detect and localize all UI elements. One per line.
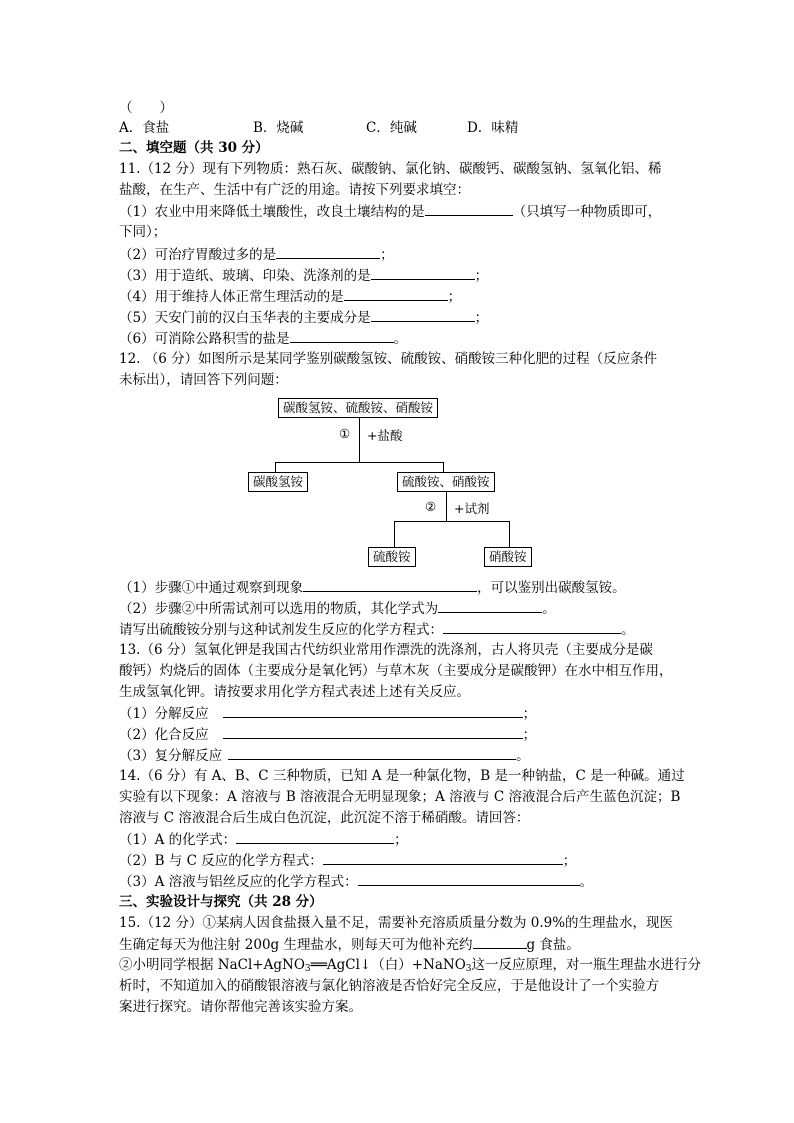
q14-answer-1: （1）A 的化学式： ； [119,829,408,850]
q11-item-2: （2）可治疗胃酸过多的是 ； [119,244,394,265]
q15-stem-4: 析时，不知道加入的硝酸银溶液与氯化钠溶液是否恰好完全反应，于是他设计了一个实验方 [119,978,659,994]
q15-blank-1[interactable] [473,934,527,949]
q12-blank-1[interactable] [303,577,477,592]
q11-item-3: （3）用于造纸、玻璃、印染、洗涤剂的是 ； [119,265,488,286]
q11-item-6: （6）可消除公路积雪的盐是 。 [119,328,407,349]
q11-stem-2: 盐酸，在生产、生活中有广泛的用途。请按下列要求填空： [119,182,470,198]
q11-blank-6[interactable] [290,328,394,343]
q13-answer-1: （1）分解反应 ； [119,703,536,724]
q11-item-4: （4）用于维持人体正常生理活动的是 ； [119,286,461,307]
q11-blank-1[interactable] [425,201,513,216]
q13-stem-1: 13.（6 分）氢氧化钾是我国古代纺织业常用作漂洗的洗涤剂，古人将贝壳（主要成分是碳 [119,642,653,658]
box-left: 碳酸氢铵 [248,472,308,492]
connector-bottom-left-drop [394,521,395,548]
q10-option-c: C．纯碱 [366,120,417,136]
q10-option-b: B．烧碱 [253,120,304,136]
q15-stem-2: 生确定每天为他注射 200g 生理盐水，则每天可为他补充约 g 食盐。 [119,934,580,955]
box-bottom-right: 硝酸铵 [484,547,532,567]
q14-answer-2: （2）B 与 C 反应的化学方程式： ； [119,850,576,871]
connector-bottom-right-drop [509,521,510,548]
q14-stem-3: 溶液与 C 溶液混合后生成白色沉淀，此沉淀不溶于稀硝酸。请回答： [119,810,530,826]
connector-horizontal-1 [275,462,444,463]
q12-blank-3[interactable] [443,619,621,634]
q14-stem-2: 实验有以下现象：A 溶液与 B 溶液混合无明显现象；A 溶液与 C 溶液混合后产生蓝色沉淀；B [119,789,681,805]
q11-item-1-cont: 下同）； [119,224,167,240]
q11-item-1: （1）农业中用来降低土壤酸性，改良土壤结构的是 （只填写一种物质即可， [119,201,661,222]
q11-blank-3[interactable] [371,265,475,280]
q12-answer-2: （2）步骤②中所需试剂可以选用的物质，其化学式为 。 [119,598,556,619]
q11-blank-5[interactable] [371,307,475,322]
step-2-label: +试剂 [454,501,490,516]
step-2-number: ② [425,499,437,514]
q11-item-5: （5）天安门前的汉白玉华表的主要成分是 ； [119,307,488,328]
connector-horizontal-2 [394,521,510,522]
q10-bracket: （ ） [119,100,173,116]
connector-vertical-2 [446,491,447,522]
section-3-title: 三、实验设计与探究（共 28 分） [119,894,323,910]
q12-answer-3: 请写出硫酸铵分别与这种试剂发生反应的化学方程式： 。 [119,619,635,640]
q14-blank-2[interactable] [323,850,563,865]
box-bottom-left: 硫酸铵 [368,547,416,567]
q11-blank-2[interactable] [276,244,380,259]
q12-blank-2[interactable] [438,598,542,613]
q14-blank-1[interactable] [236,829,394,844]
step-1-label: +盐酸 [367,428,403,443]
q11-blank-4[interactable] [344,286,448,301]
q14-answer-3: （3）A 溶液与铝丝反应的化学方程式： 。 [119,871,593,892]
q13-blank-1[interactable] [223,703,523,718]
box-top: 碳酸氢铵、硫酸铵、硝酸铵 [278,398,438,418]
box-mid: 硫酸铵、硝酸铵 [397,472,495,492]
q13-stem-2: 酸钙）灼烧后的固体（主要成分是氧化钙）与草木灰（主要成分是碳酸钾）在水中相互作用， [119,663,673,679]
q10-option-d: D．味精 [467,120,519,136]
q10-options [119,118,518,138]
q13-blank-2[interactable] [223,724,523,739]
connector-vertical-1 [359,417,360,463]
q13-answer-3: （3）复分解反应 。 [119,745,530,766]
q12-answer-1: （1）步骤①中通过观察到现象 ，可以鉴别出碳酸氢铵。 [119,577,626,598]
q14-blank-3[interactable] [358,871,580,886]
section-2-title: 二、填空题（共 30 分） [119,140,269,156]
q15-stem-1: 15.（12 分）①某病人因食盐摄入量不足，需要补充溶质质量分数为 0.9%的生理盐水，现医 [119,915,674,931]
q13-blank-3[interactable] [228,745,516,760]
q14-stem-1: 14.（6 分）有 A、B、C 三种物质，已知 A 是一种氯化物，B 是一种钠盐，C 是一种碱。通过 [119,768,685,784]
q15-stem-3: ②小明同学根据 NaCl+AgNO$_3$══AgCl↓（白）+NaNO$_3$这一反应原理，对一瓶生理盐水进行分 [119,957,702,974]
q12-stem-1: 12. （6 分）如图所示是某同学鉴别碳酸氢铵、硫酸铵、硝酸铵三种化肥的过程（反应条件 [119,351,658,367]
q12-stem-2: 未标出），请回答下列问题： [119,372,288,388]
q13-answer-2: （2）化合反应 ； [119,724,536,745]
q10-option-a: A．食盐 [119,120,170,136]
step-1-number: ① [339,426,351,441]
q11-stem-1: 11.（12 分）现有下列物质：熟石灰、碳酸钠、氯化钠、碳酸钙、碳酸氢钠、氢氧化铝、稀 [119,161,662,177]
q13-stem-3: 生成氢氧化钾。请按要求用化学方程式表述上述有关反应。 [119,684,470,700]
q15-stem-5: 案进行探究。请你帮他完善该实验方案。 [119,999,362,1015]
